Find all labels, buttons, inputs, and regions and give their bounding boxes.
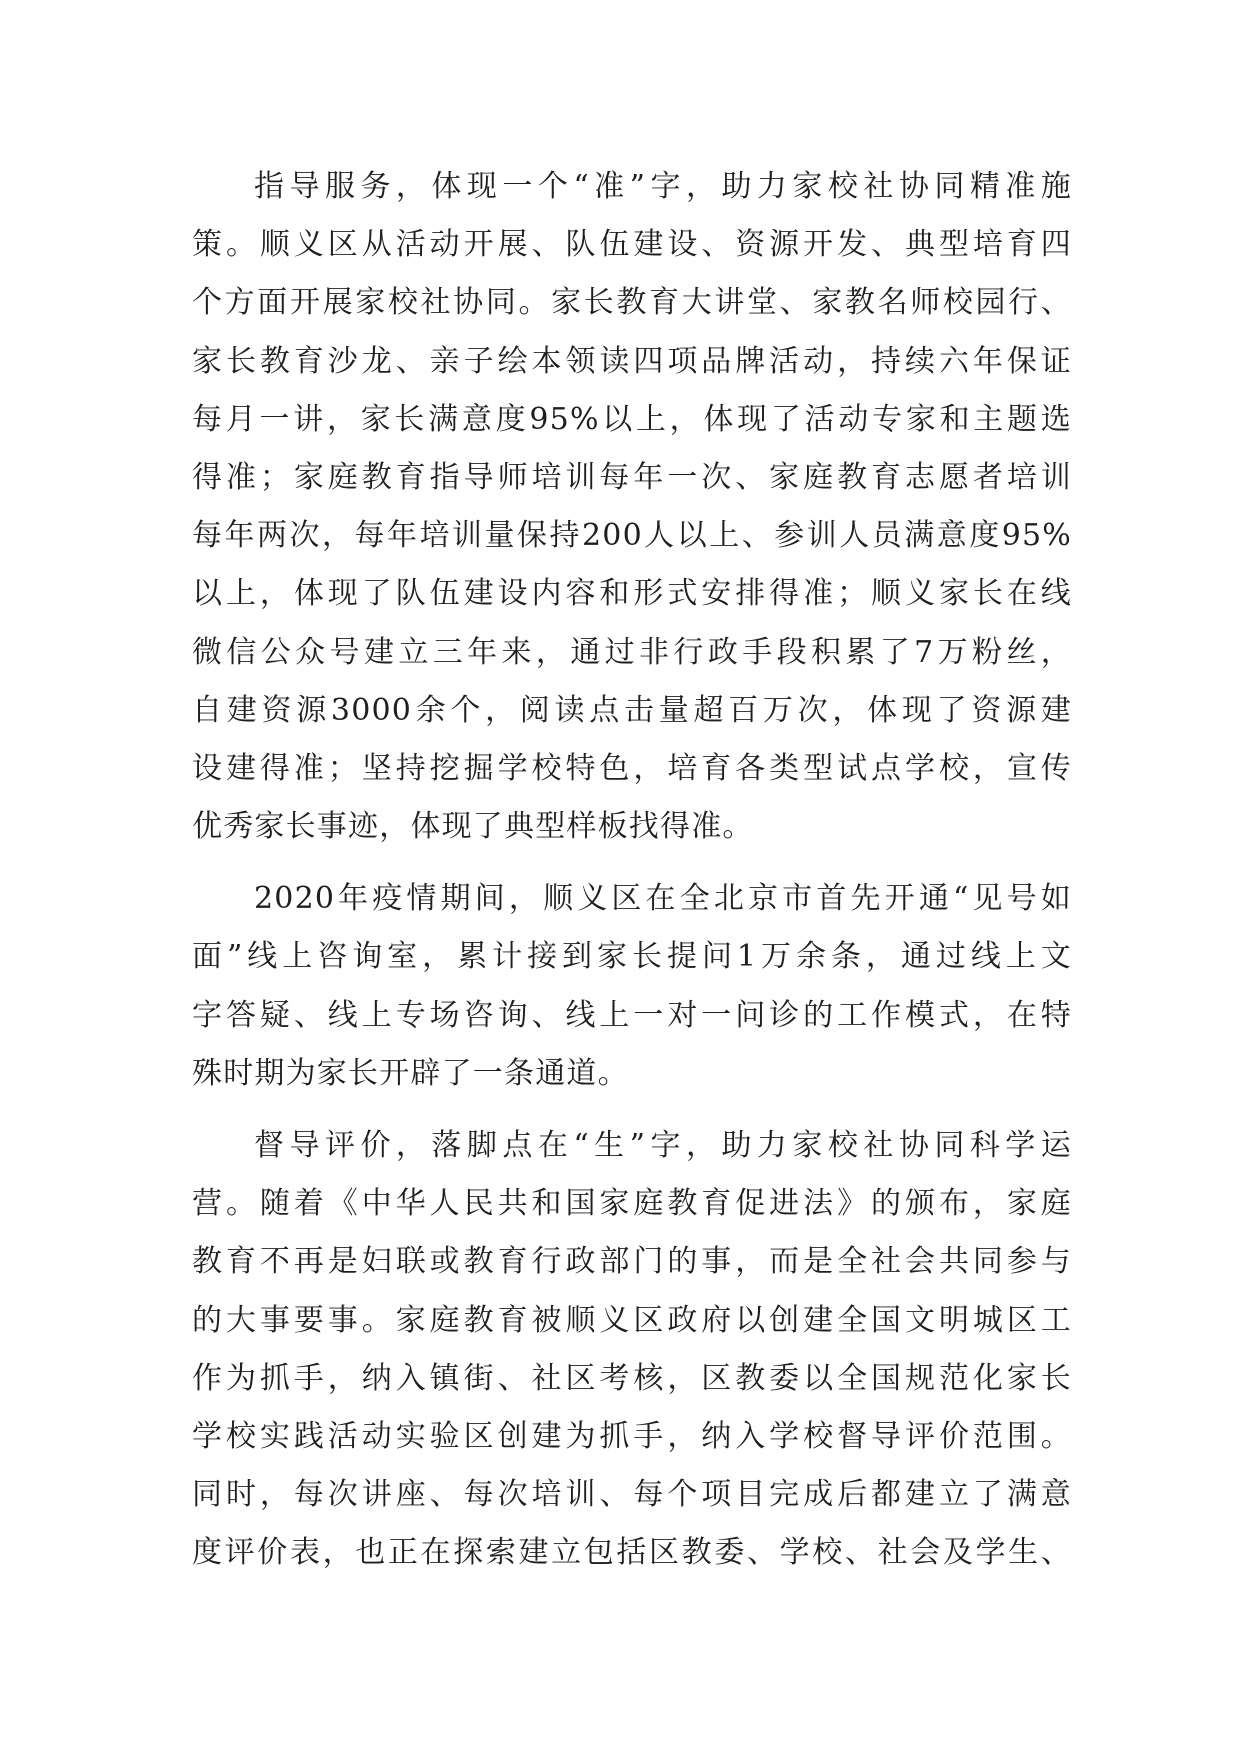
paragraph-line: 自建资源3000余个，阅读点击量超百万次，体现了资源建 (192, 692, 1072, 728)
paragraph-line: 教育不再是妇联或教育行政部门的事，而是全社会共同参与 (192, 1244, 1072, 1280)
paragraph-line: 优秀家长事迹，体现了典型样板找得准。 (192, 809, 754, 845)
paragraph-line: 作为抓手，纳入镇街、社区考核，区教委以全国规范化家长 (192, 1360, 1072, 1396)
paragraph-line: 学校实践活动实验区创建为抓手，纳入学校督导评价范围。 (192, 1418, 1072, 1454)
paragraph-line: 营。随着《中华人民共和国家庭教育促进法》的颁布，家庭 (192, 1186, 1072, 1222)
paragraph-line: 面”线上咨询室，累计接到家长提问1万余条，通过线上文 (192, 939, 1072, 975)
paragraph-line: 2020年疫情期间，顺义区在全北京市首先开通“见号如 (254, 881, 1072, 917)
paragraph-line: 个方面开展家校社协同。家长教育大讲堂、家教名师校园行、 (192, 285, 1072, 321)
paragraph-line: 微信公众号建立三年来，通过非行政手段积累了7万粉丝， (192, 634, 1072, 670)
paragraph-line: 策。顺义区从活动开展、队伍建设、资源开发、典型培育四 (192, 227, 1072, 263)
paragraph-line: 以上，体现了队伍建设内容和形式安排得准；顺义家长在线 (192, 576, 1072, 612)
paragraph-line: 殊时期为家长开辟了一条通道。 (192, 1055, 629, 1091)
paragraph-line: 字答疑、线上专场咨询、线上一对一问诊的工作模式，在特 (192, 997, 1072, 1033)
paragraph-line: 每月一讲，家长满意度95%以上，体现了活动专家和主题选 (192, 401, 1072, 437)
paragraph-line: 得准；家庭教育指导师培训每年一次、家庭教育志愿者培训 (192, 459, 1072, 495)
paragraph-gap (192, 1103, 1072, 1117)
paragraph-line: 度评价表，也正在探索建立包括区教委、学校、社会及学生、 (192, 1535, 1072, 1571)
paragraph-line: 指导服务，体现一个“准”字，助力家校社协同精准施 (254, 169, 1072, 204)
paragraph-guidance-service (192, 158, 1072, 856)
paragraph-line: 家长教育沙龙、亲子绘本领读四项品牌活动，持续六年保证 (192, 343, 1072, 379)
paragraph-line: 设建得准；坚持挖掘学校特色，培育各类型试点学校，宣传 (192, 750, 1072, 786)
paragraph-line: 的大事要事。家庭教育被顺义区政府以创建全国文明城区工 (192, 1302, 1072, 1338)
paragraph-2020-pandemic (192, 870, 1072, 1103)
document-body (192, 158, 1072, 1583)
paragraph-supervision-evaluation (192, 1117, 1072, 1583)
paragraph-gap (192, 856, 1072, 870)
paragraph-line: 督导评价，落脚点在“生”字，助力家校社协同科学运 (254, 1128, 1072, 1163)
paragraph-line: 同时，每次讲座、每次培训、每个项目完成后都建立了满意 (192, 1477, 1072, 1513)
paragraph-line: 每年两次，每年培训量保持200人以上、参训人员满意度95% (192, 518, 1072, 554)
